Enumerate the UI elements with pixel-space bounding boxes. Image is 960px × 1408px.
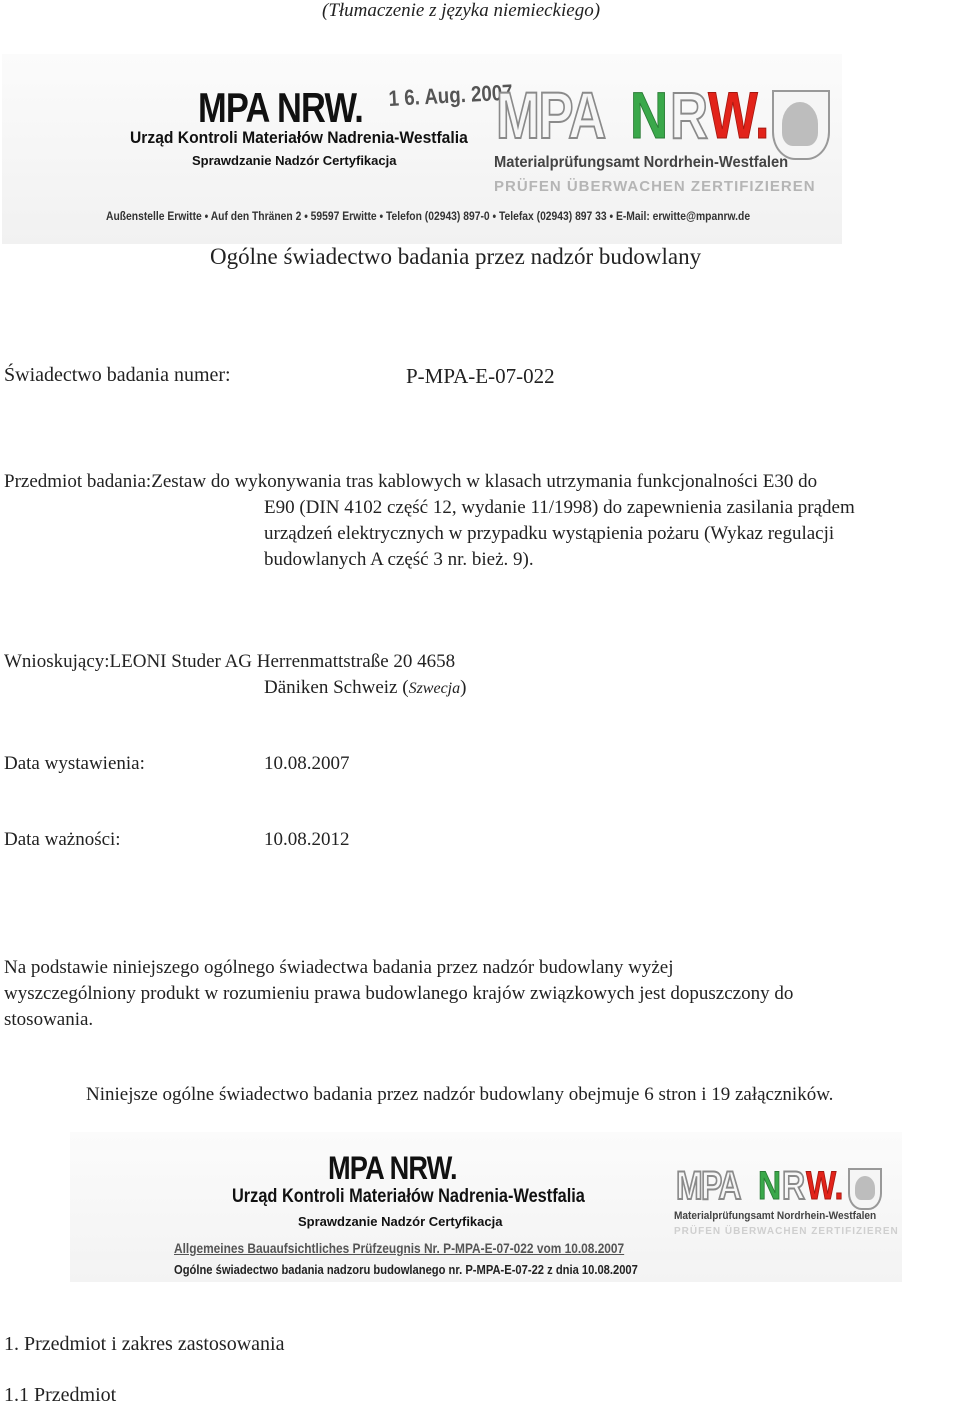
footer-ref-pl: Ogólne świadectwo badania nadzoru budowlanego nr. P-MPA-E-07-22 z dnia 10.08.2007 — [174, 1262, 638, 1277]
footer-logo-r: R — [782, 1164, 806, 1208]
subject-text-1: Zestaw do wykonywania tras kablowych w klasach utrzymania funkcjonalności E30 do — [151, 471, 818, 492]
nrw-crest-icon — [772, 90, 830, 160]
issue-date-label: Data wystawienia: — [4, 753, 145, 774]
header-stamp — [2, 54, 842, 244]
header-address: Außenstelle Erwitte • Auf den Thränen 2 • 59597 Erwitte • Telefon (02943) 897-0 • Telefax (02943) 897 33 • E-Mail: erwitte@mpanrw.de — [106, 209, 751, 223]
footer-services-de: PRÜFEN ÜBERWACHEN ZERTIFIZIEREN — [674, 1226, 899, 1237]
certificate-number: P-MPA-E-07-022 — [406, 364, 555, 388]
certificate-label: Świadectwo badania numer: — [4, 364, 231, 386]
applicant-label: Wnioskujący: — [4, 651, 110, 672]
issue-date-value: 10.08.2007 — [264, 753, 350, 774]
footer-nrw-crest-icon — [848, 1168, 882, 1210]
basis-line-2: wyszczególniony produkt w rozumieniu prawa budowlanego krajów związkowych jest dopuszczony do — [4, 983, 794, 1004]
basis-line-3: stosowania. — [4, 1009, 94, 1030]
valid-date-value: 10.08.2012 — [264, 829, 350, 850]
logo-r: R — [670, 78, 709, 152]
subject-line-1 — [4, 469, 817, 495]
header-services-pl: Sprawdzanie Nadzór Certyfikacja — [192, 153, 397, 168]
valid-date-label: Data ważności: — [4, 829, 121, 850]
header-authority-de: Materialprüfungsamt Nordrhein-Westfalen — [494, 154, 789, 171]
applicant-address: LEONI Studer AG Herrenmattstraße 20 4658 — [109, 651, 456, 672]
applicant-paren: ) — [460, 677, 467, 698]
logo-w: W. — [708, 78, 770, 152]
section-1-heading: 1. Przedmiot i zakres zastosowania — [4, 1333, 285, 1355]
footer-logo-n: N — [758, 1164, 782, 1208]
header-mpa-logo: MPA NRW. — [198, 84, 364, 131]
scope-note: Niniejsze ogólne świadectwo badania przez nadzór budowlany obejmuje 6 stron i 19 załączników. — [86, 1084, 834, 1105]
footer-logo-mpa: MPA — [676, 1164, 740, 1208]
footer-services-pl: Sprawdzanie Nadzór Certyfikacja — [298, 1214, 503, 1229]
footer-authority-pl: Urząd Kontroli Materiałów Nadrenia-Westfalia — [232, 1186, 585, 1207]
footer-mpa-logo: MPA NRW. — [328, 1150, 457, 1186]
applicant-city: Däniken Schweiz ( — [264, 677, 409, 698]
subject-line-2: E90 (DIN 4102 część 12, wydanie 11/1998) do zapewnienia zasilania prądem — [264, 497, 855, 518]
applicant-line-1 — [4, 649, 455, 675]
subject-label: Przedmiot badania: — [4, 471, 152, 492]
footer-authority-de: Materialprüfungsamt Nordrhein-Westfalen — [674, 1210, 877, 1222]
basis-line-1: Na podstawie niniejszego ogólnego świadectwa badania przez nadzór budowlany wyżej — [4, 957, 674, 978]
logo-n: N — [630, 78, 669, 152]
footer-stamp — [70, 1132, 902, 1282]
translation-note: (Tłumaczenie z języka niemieckiego) — [322, 0, 601, 21]
header-authority-pl: Urząd Kontroli Materiałów Nadrenia-Westfalia — [130, 128, 468, 147]
applicant-line-2 — [264, 675, 466, 702]
document-title: Ogólne świadectwo badania przez nadzór budowlany — [210, 244, 702, 269]
subject-line-4: budowlanych A część 3 nr. bież. 9). — [264, 549, 534, 570]
applicant-country-pl: Szwecja — [408, 680, 461, 697]
section-1-1-heading: 1.1 Przedmiot — [4, 1384, 117, 1406]
subject-line-3: urządzeń elektrycznych w przypadku wystąpienia pożaru (Wykaz regulacji — [264, 523, 835, 544]
logo-mpa: MPA — [496, 78, 605, 152]
handwritten-date: 1 6. Aug. 2007 — [388, 79, 514, 111]
footer-logo-w: W. — [806, 1164, 844, 1208]
footer-ref-de: Allgemeines Bauaufsichtliches Prüfzeugnis Nr. P-MPA-E-07-022 vom 10.08.2007 — [174, 1240, 625, 1256]
header-services-de: PRÜFEN ÜBERWACHEN ZERTIFIZIEREN — [494, 178, 816, 195]
